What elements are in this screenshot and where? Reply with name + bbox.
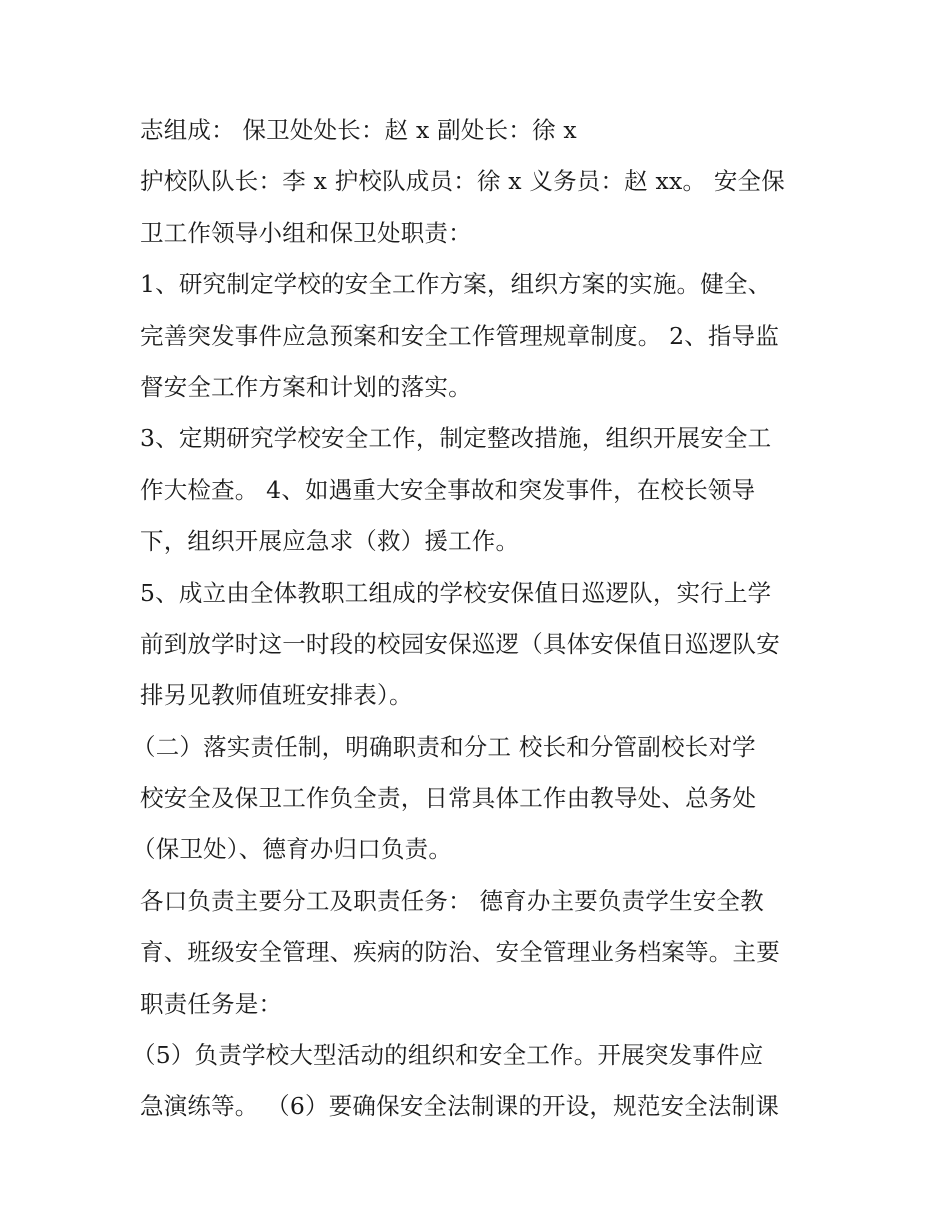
document-body [132,108,820,1136]
text-line: 各口负责主要分工及职责任务： 德育办主要负责学生安全教 [140,886,764,915]
text-line: 完善突发事件应急预案和安全工作管理规章制度。 2、指导监 [140,321,780,350]
text-line: （保卫处）、德育办归口负责。 [132,835,453,864]
text-line: 护校队队长：李 x 护校队成员：徐 x 义务员：赵 xx。 安全保 [140,167,785,196]
text-line: 1、研究制定学校的安全工作方案，组织方案的实施。健全、 [140,270,772,299]
text-line: 育、班级安全管理、疾病的防治、安全管理业务档案等。主要 [140,938,780,967]
text-line: 职责任务是： [140,989,283,1018]
text-line: 下，组织开展应急求（救）援工作。 [140,527,520,556]
text-line: 作大检查。 4、如遇重大安全事故和突发事件，在校长领导 [140,475,756,504]
text-line: 5、成立由全体教职工组成的学校安保值日巡逻队，实行上学 [140,578,772,607]
text-line: 志组成： 保卫处处长：赵 x 副处长：徐 x [140,116,577,144]
text-line: 3、定期研究学校安全工作，制定整改措施，组织开展安全工 [140,424,772,453]
text-line: 排另见教师值班安排表）。 [140,681,413,710]
text-line: 校安全及保卫工作负全责，日常具体工作由教导处、总务处 [140,784,757,813]
text-line: （5）负责学校大型活动的组织和安全工作。开展突发事件应 [132,1041,764,1070]
text-line: 前到放学时这一时段的校园安保巡逻（具体安保值日巡逻队安 [140,629,780,658]
text-line: 督安全工作方案和计划的落实。 [140,372,472,401]
text-line: 急演练等。 （6）要确保安全法制课的开设，规范安全法制课 [140,1092,780,1121]
text-line: 卫工作领导小组和保卫处职责： [140,218,472,247]
text-line: （二）落实责任制，明确职责和分工 校长和分管副校长对学 [132,732,756,761]
